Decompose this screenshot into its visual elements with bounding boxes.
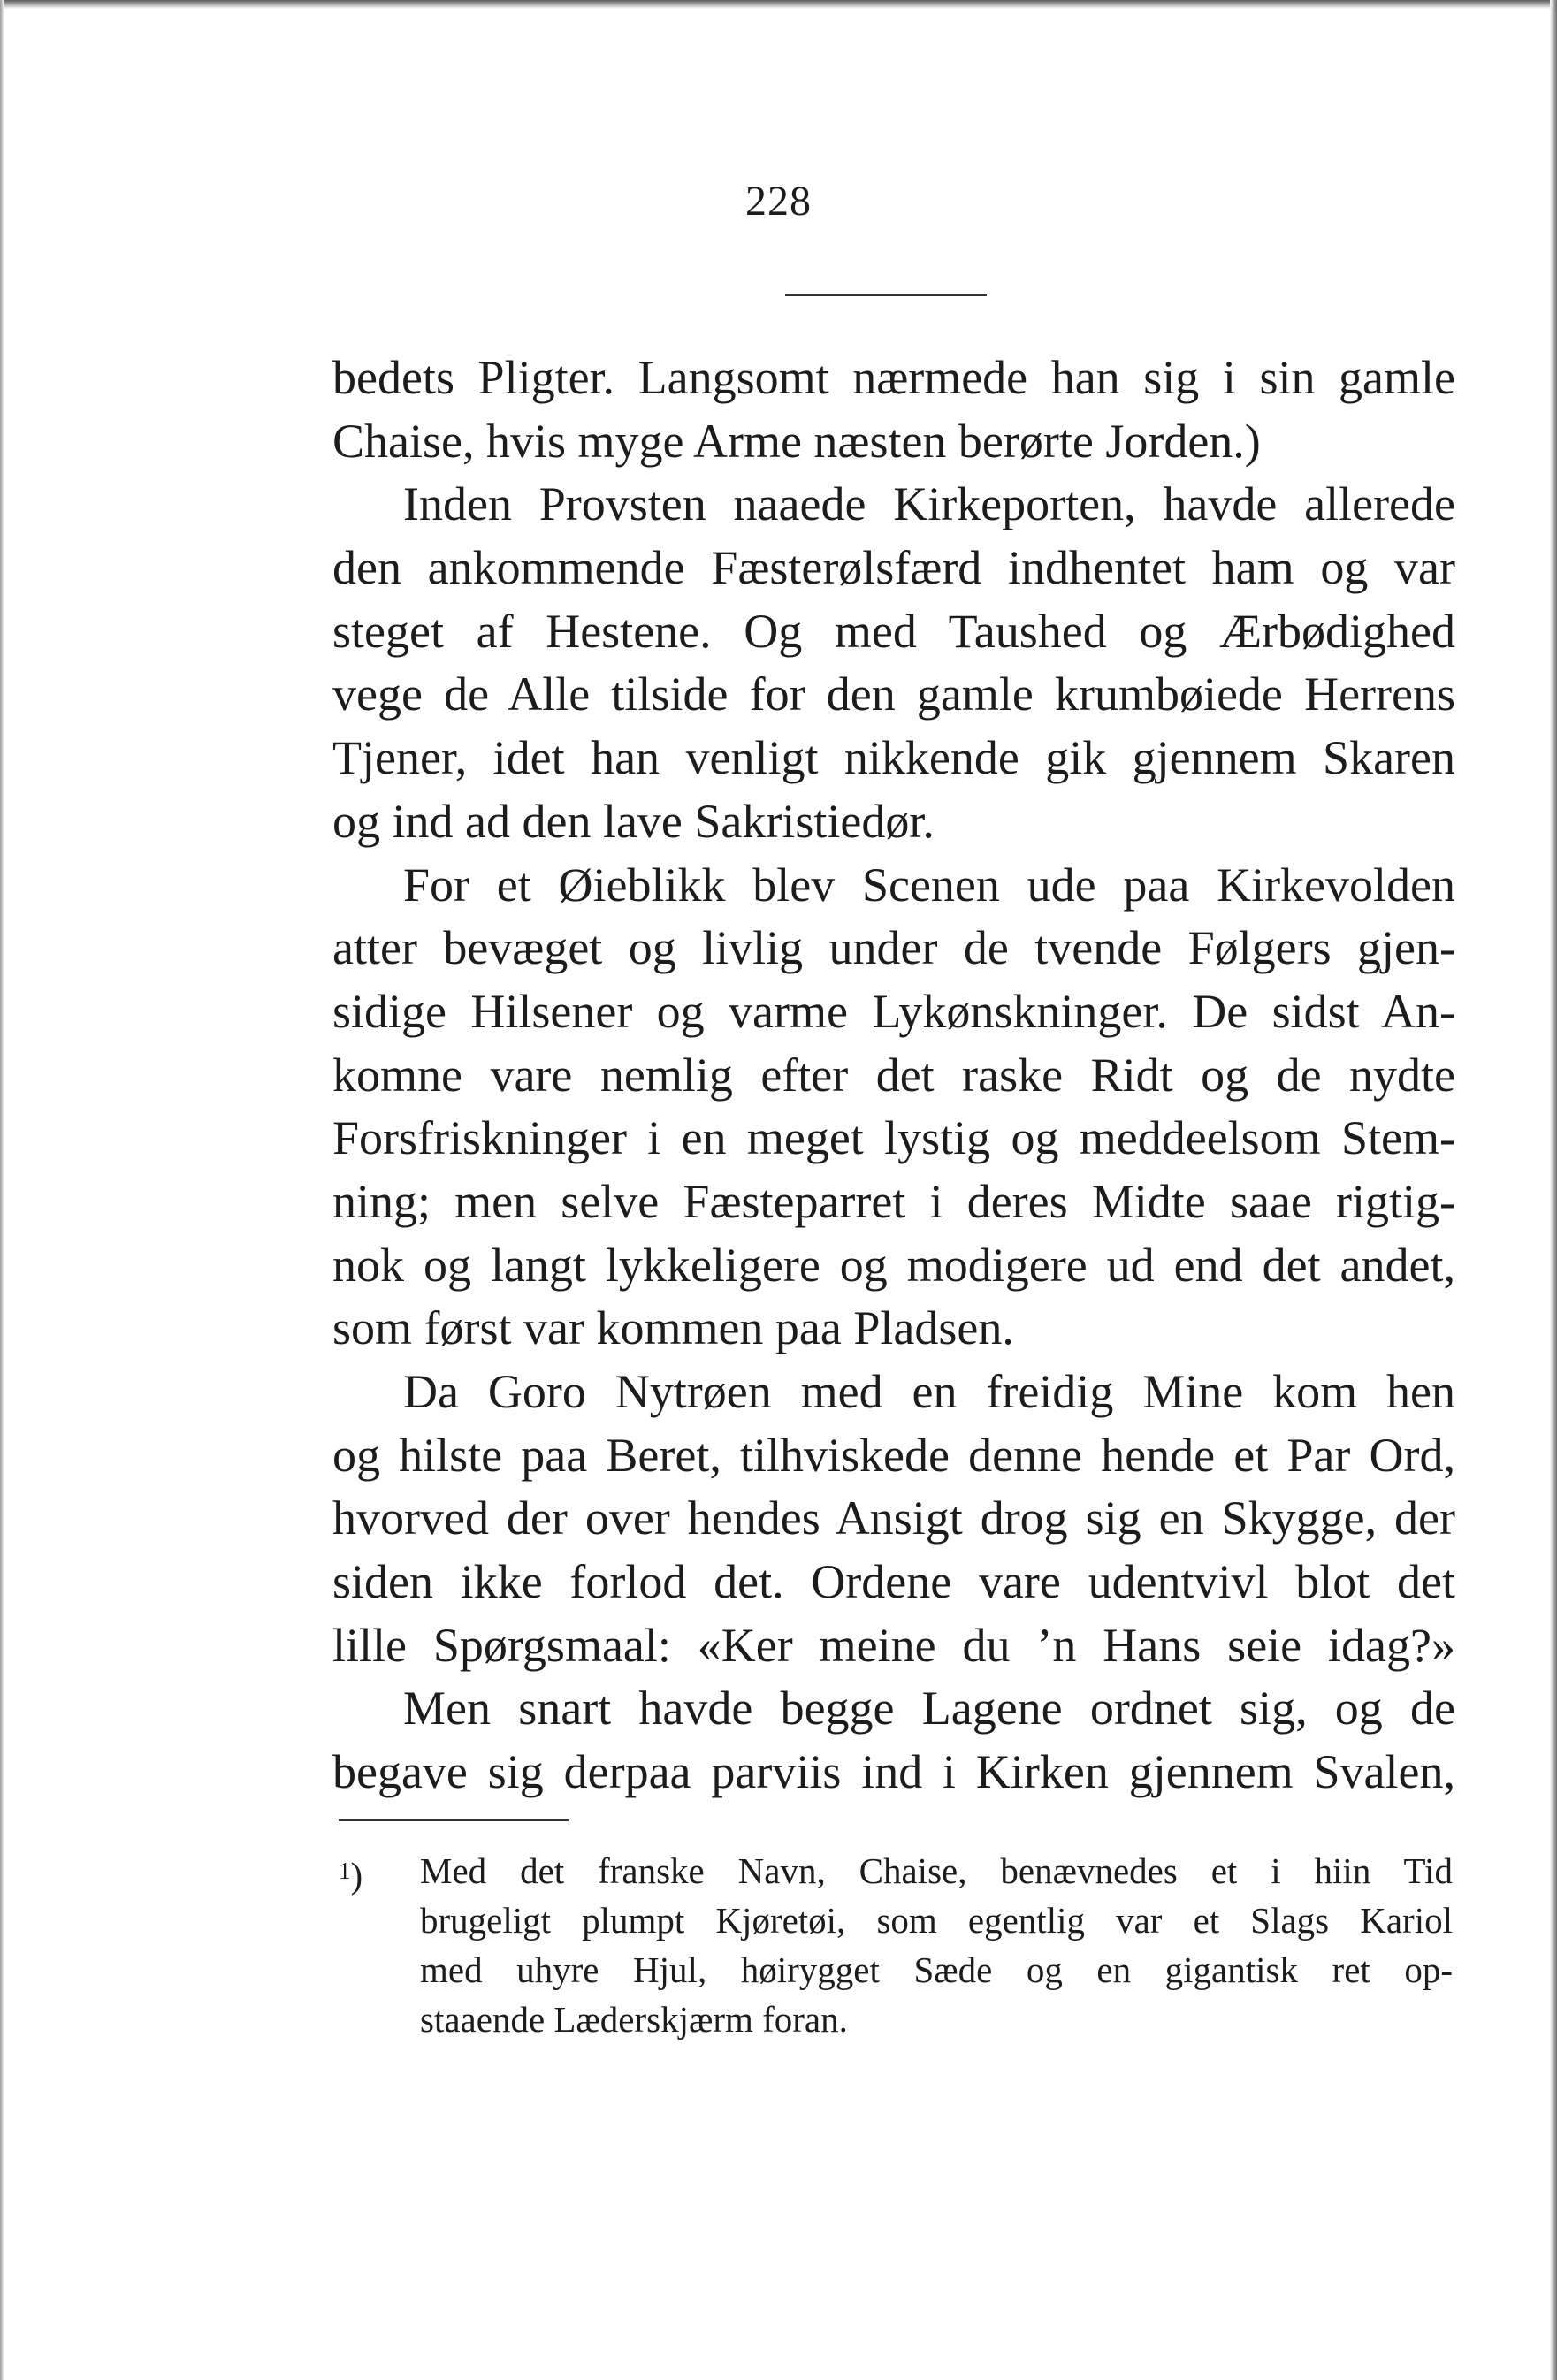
text-line: Men snart havde begge Lagene ordnet sig, og de <box>403 1682 1455 1735</box>
text-line: og ind ad den lave Sakristiedør. <box>332 794 935 848</box>
header-rule <box>785 294 987 296</box>
text-line: Chaise, hvis myge Arme næsten berørte Jorden.) <box>332 414 1261 468</box>
text-line: For et Øieblikk blev Scenen ude paa Kirkevolden <box>403 858 1455 912</box>
footnote <box>339 1846 1453 2044</box>
text-line: og hilste paa Beret, tilhviskede denne hende et Par Ord, <box>332 1428 1455 1482</box>
footnote-line <box>339 1846 1453 1896</box>
text-line: sidige Hilsener og varme Lykønskninger. De sidst An- <box>332 984 1455 1038</box>
text-line: komne vare nemlig efter det raske Ridt og de nydte <box>332 1048 1455 1102</box>
footnote-marker <box>339 1846 363 1900</box>
scan-edge-top <box>0 0 1557 9</box>
footnote-rule <box>339 1819 569 1821</box>
scan-edge-left <box>0 0 4 2380</box>
text-line: siden ikke forlod det. Ordene vare udentvivl blot det <box>332 1555 1455 1609</box>
text-line: den ankommende Fæsterølsfærd indhentet ham og var <box>332 541 1455 595</box>
text-line: lille Spørgsmaal: «Ker meine du ’n Hans seie idag?» <box>332 1618 1455 1672</box>
body-text <box>332 347 1455 1804</box>
page-number: 228 <box>745 178 812 225</box>
footnote-line: staaende Læderskjærm foran. <box>420 1999 848 2040</box>
text-line: Inden Provsten naaede Kirkeporten, havde allerede <box>403 477 1455 531</box>
text-line: Forsfriskninger i en meget lystig og meddeelsom Stem- <box>332 1111 1455 1165</box>
text-line: nok og langt lykkeligere og modigere ud end det andet, <box>332 1238 1455 1292</box>
footnote-line: med uhyre Hjul, høirygget Sæde og en gigantisk ret op- <box>420 1949 1453 1990</box>
text-line: atter bevæget og livlig under de tvende Følgers gjen- <box>332 921 1455 975</box>
text-line: vege de Alle tilside for den gamle krumbøiede Herrens <box>332 667 1455 721</box>
scan-edge-right <box>1550 0 1557 2380</box>
text-line: begave sig derpaa parviis ind i Kirken gjennem Svalen, <box>332 1745 1455 1799</box>
text-line: hvorved der over hendes Ansigt drog sig en Skygge, der <box>332 1491 1455 1545</box>
text-line: bedets Pligter. Langsomt nærmede han sig i sin gamle <box>332 351 1455 404</box>
footnote-marker-suffix: ) <box>350 1855 363 1896</box>
text-line: Tjener, idet han venligt nikkende gik gjennem Skaren <box>332 731 1455 785</box>
text-line: Da Goro Nytrøen med en freidig Mine kom hen <box>403 1365 1455 1418</box>
text-line: ning; men selve Fæsteparret i deres Midte saae rigtig- <box>332 1174 1455 1228</box>
text-line: steget af Hestene. Og med Taushed og Ærbødighed <box>332 604 1455 658</box>
footnote-line-text: Med det franske Navn, Chaise, benævnedes et i hiin Tid <box>420 1850 1453 1891</box>
footnote-line: brugeligt plumpt Kjøretøi, som egentlig var et Slags Kariol <box>420 1900 1453 1941</box>
footnote-marker-number: 1 <box>339 1857 351 1884</box>
text-line: som først var kommen paa Pladsen. <box>332 1301 1014 1355</box>
